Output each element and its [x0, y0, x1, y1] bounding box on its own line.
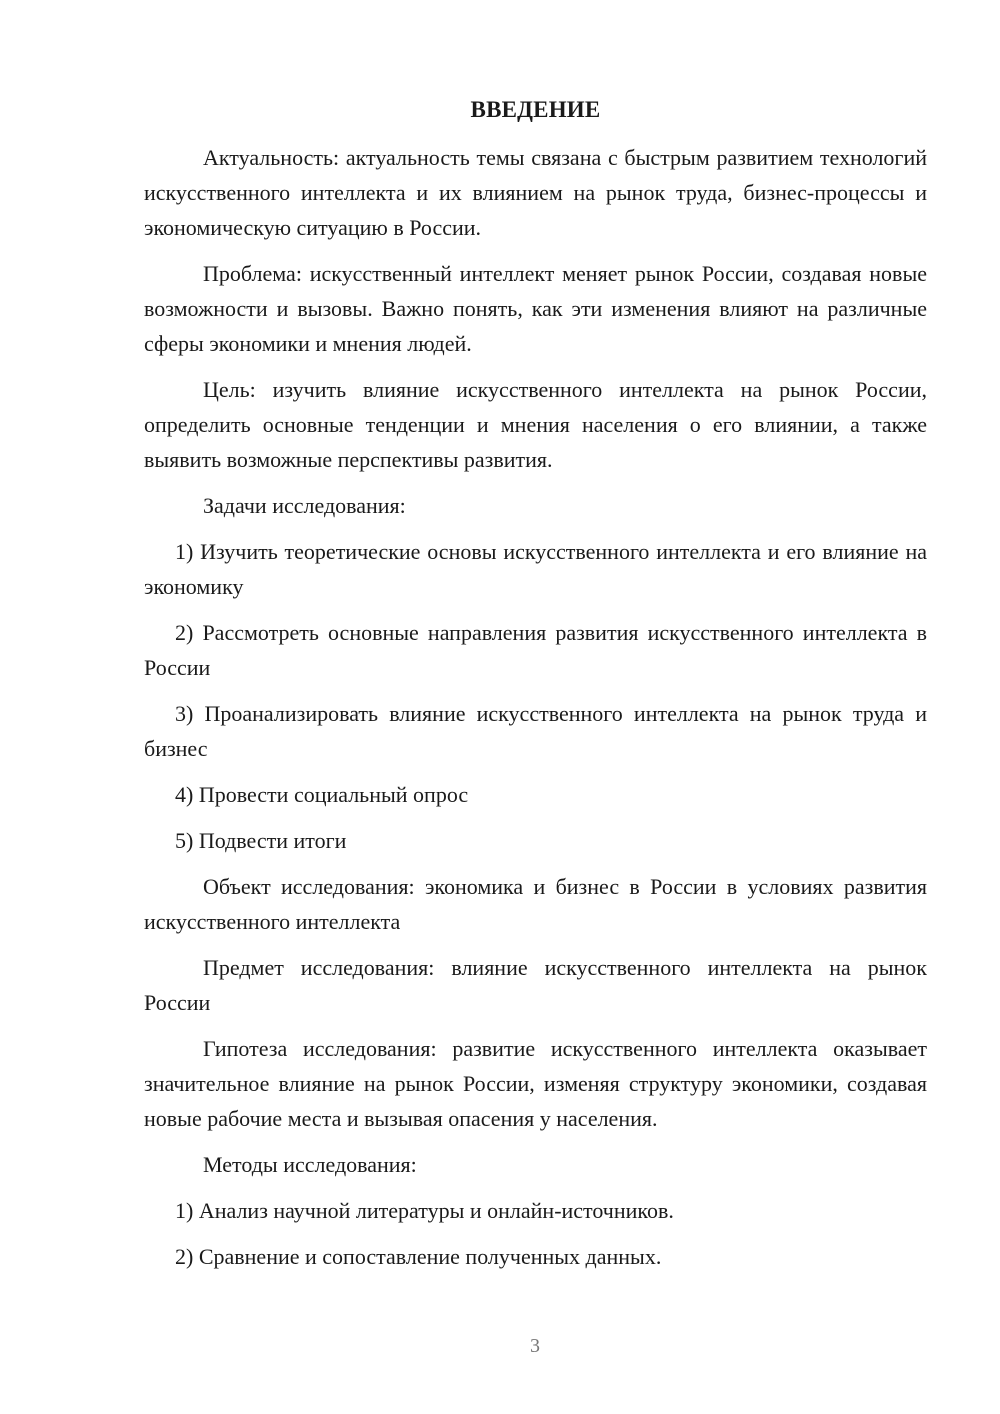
method-item: 2) Сравнение и сопоставление полученных данных.	[175, 1244, 662, 1269]
paragraph-subject: Предмет исследования: влияние искусственного интеллекта на рынок России	[144, 955, 927, 1015]
task-item: 4) Провести социальный опрос	[175, 782, 469, 807]
paragraph-hypothesis: Гипотеза исследования: развитие искусственного интеллекта оказывает значительное влияние на рынок России, изменяя структуру экономики, создавая новые рабочие места и вызывая опасения у населения.	[144, 1036, 927, 1131]
tasks-heading: Задачи исследования:	[203, 493, 406, 518]
paragraph-problem: Проблема: искусственный интеллект меняет рынок России, создавая новые возможности и вызовы. Важно понять, как эти изменения влияют на различные сферы экономики и мнения людей.	[144, 261, 927, 356]
section-title: ВВЕДЕНИЕ	[470, 97, 601, 122]
task-item: 1) Изучить теоретические основы искусственного интеллекта и его влияние на экономику	[144, 539, 927, 599]
document-page	[144, 92, 927, 1285]
page-number: 3	[530, 1335, 540, 1357]
task-item: 3) Проанализировать влияние искусственного интеллекта на рынок труда и бизнес	[144, 701, 927, 761]
task-item: 2) Рассмотреть основные направления развития искусственного интеллекта в России	[144, 620, 927, 680]
paragraph-goal: Цель: изучить влияние искусственного интеллекта на рынок России, определить основные тенденции и мнения населения о его влиянии, а также выявить возможные перспективы развития.	[144, 377, 927, 472]
method-item: 1) Анализ научной литературы и онлайн-источников.	[175, 1198, 674, 1223]
task-item: 5) Подвести итоги	[175, 828, 347, 853]
methods-heading: Методы исследования:	[203, 1152, 417, 1177]
paragraph-object: Объект исследования: экономика и бизнес в России в условиях развития искусственного интеллекта	[144, 874, 927, 934]
paragraph-relevance: Актуальность: актуальность темы связана с быстрым развитием технологий искусственного интеллекта и их влиянием на рынок труда, бизнес-процессы и экономическую ситуацию в России.	[144, 145, 927, 240]
